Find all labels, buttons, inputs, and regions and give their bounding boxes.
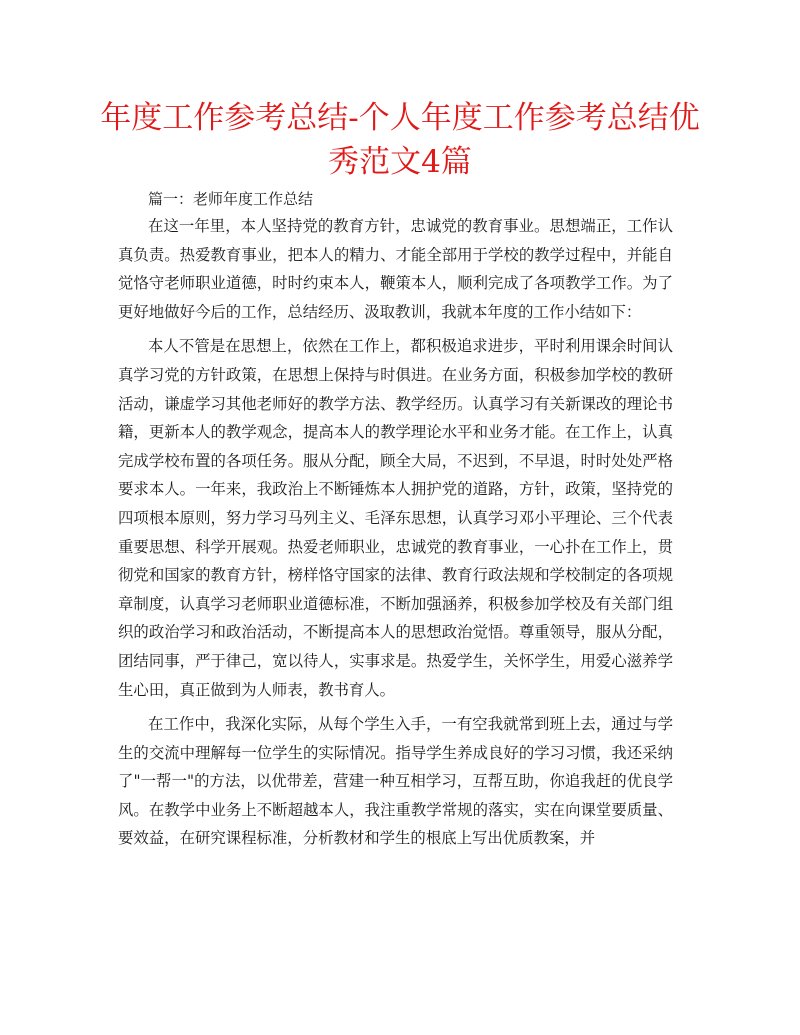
paragraph-thought-and-work: 本人不管是在思想上，依然在工作上，都积极追求进步，平时利用课余时间认真学习党的方针政策，在思想上保持与时俱进。在业务方面，积极参加学校的教研活动，谦虚学习其他老师好的教学方法、教学经历。认真学习有关新课改的理论书籍，更新本人的教学观念，提高本人的教学理论水平和业务才能。在工作上，认真完成学校布置的各项任务。服从分配，顾全大局，不迟到，不早退，时时处处严格要求本人。一年来，我政治上不断锤炼本人拥护党的道路，方针，政策，坚持党的四项根本原则，努力学习马列主义、毛泽东思想，认真学习邓小平理论、三个代表重要思想、科学开展观。热爱老师职业，忠诚党的教育事业，一心扑在工作上，贯彻党和国家的教育方针，榜样恪守国家的法律、教育行政法规和学校制定的各项规章制度，认真学习老师职业道德标准，不断加强涵养，积极参加学校及有关部门组织的政治学习和政治活动，不断提高本人的思想政治觉悟。尊重领导，服从分配，团结同事，严于律己，宽以待人，实事求是。热爱学生，关怀学生，用爱心滋养学生心田，真正做到为人师表，教书育人。 (118, 337, 673, 699)
document-title: 年度工作参考总结-个人年度工作参考总结优秀范文4篇 (100, 100, 700, 180)
paragraph-intro: 在这一年里，本人坚持党的教育方针，忠诚党的教育事业。思想端正，工作认真负责。热爱教育事业，把本人的精力、才能全部用于学校的教学过程中，并能自觉恪守老师职业道德，时时约束本人，鞭策本人，顺利完成了各项教学工作。为了更好地做好今后的工作，总结经历、汲取教训，我就本年度的工作小结如下： (118, 217, 673, 321)
paragraph-teaching-practice: 在工作中，我深化实际，从每个学生入手，一有空我就常到班上去，通过与学生的交流中理解每一位学生的实际情况。指导学生养成良好的学习习惯，我还采纳了"一帮一"的方法，以优带差，营建一种互相学习，互帮互助，你追我赶的优良学风。在教学中业务上不断超越本人，我注重教学常规的落实，实在向课堂要质量、要效益，在研究课程标准，分析教材和学生的根底上写出优质教案，并 (118, 715, 673, 848)
section-heading: 篇一：老师年度工作总结 (148, 190, 314, 208)
document-body (118, 186, 673, 853)
